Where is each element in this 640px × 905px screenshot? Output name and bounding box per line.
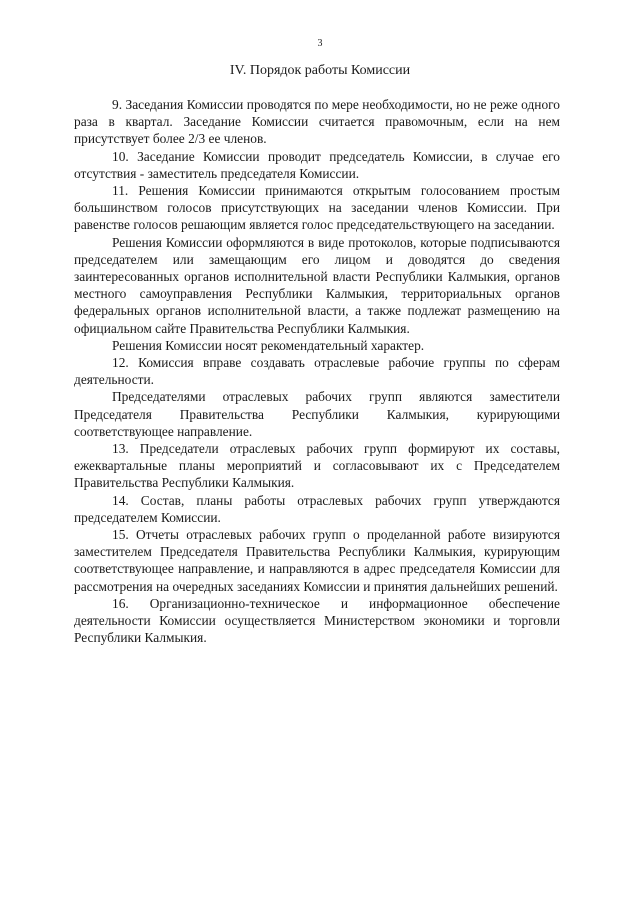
paragraph-item-13: 13. Председатели отраслевых рабочих групп формируют их составы, ежеквартальные планы мероприятий и согласовывают их с Председателем Правительства Республики Калмыкия. <box>74 441 560 491</box>
body-text <box>74 96 560 647</box>
paragraph-item-12: 12. Комиссия вправе создавать отраслевые рабочие группы по сферам деятельности. <box>74 355 560 388</box>
paragraph-item-9: 9. Заседания Комиссии проводятся по мере необходимости, но не реже одного раза в квартал. Заседание Комиссии считается правомочным, если на нем присутствует более 2/3 ее членов. <box>74 97 560 147</box>
paragraph-item-10: 10. Заседание Комиссии проводит председатель Комиссии, в случае его отсутствия - заместитель председателя Комиссии. <box>74 148 560 181</box>
paragraph-decisions-protocols: Решения Комиссии оформляются в виде протоколов, которые подписываются председателем или замещающим его лицом и доводятся до сведения заинтересованных органов исполнительной власти Республики Калмыкия, органов местного самоуправления Республики Калмыкия, территориальных органов федеральных органов исполнительной власти, а также подлежат размещению на официальном сайте Правительства Республики Калмыкия. <box>74 234 560 336</box>
page-number: 3 <box>317 38 323 49</box>
paragraph-decisions-advisory: Решения Комиссии носят рекомендательный характер. <box>112 337 425 353</box>
paragraph-item-15: 15. Отчеты отраслевых рабочих групп о проделанной работе визируются заместителем Председателя Правительства Республики Калмыкия, курирующим соответствующее направление, и направляются в адрес председателя Комиссии для рассмотрения на очередных заседаниях Комиссии и принятия дальнейших решений. <box>74 527 560 594</box>
paragraph-item-14: 14. Состав, планы работы отраслевых рабочих групп утверждаются председателем Комиссии. <box>74 492 560 525</box>
section-title: IV. Порядок работы Комиссии <box>229 63 411 78</box>
paragraph-item-16: 16. Организационно-техническое и информационное обеспечение деятельности Комиссии осуществляется Министерством экономики и торговли Республики Калмыкия. <box>74 595 560 646</box>
paragraph-group-chairs: Председателями отраслевых рабочих групп являются заместители Председателя Правительства Республики Калмыкия, курирующими соответствующее направление. <box>74 389 560 439</box>
paragraph-item-11: 11. Решения Комиссии принимаются открытым голосованием простым большинством голосов присутствующих на заседании членов Комиссии. При равенстве голосов решающим является голос председательствующего на заседании. <box>74 183 560 233</box>
